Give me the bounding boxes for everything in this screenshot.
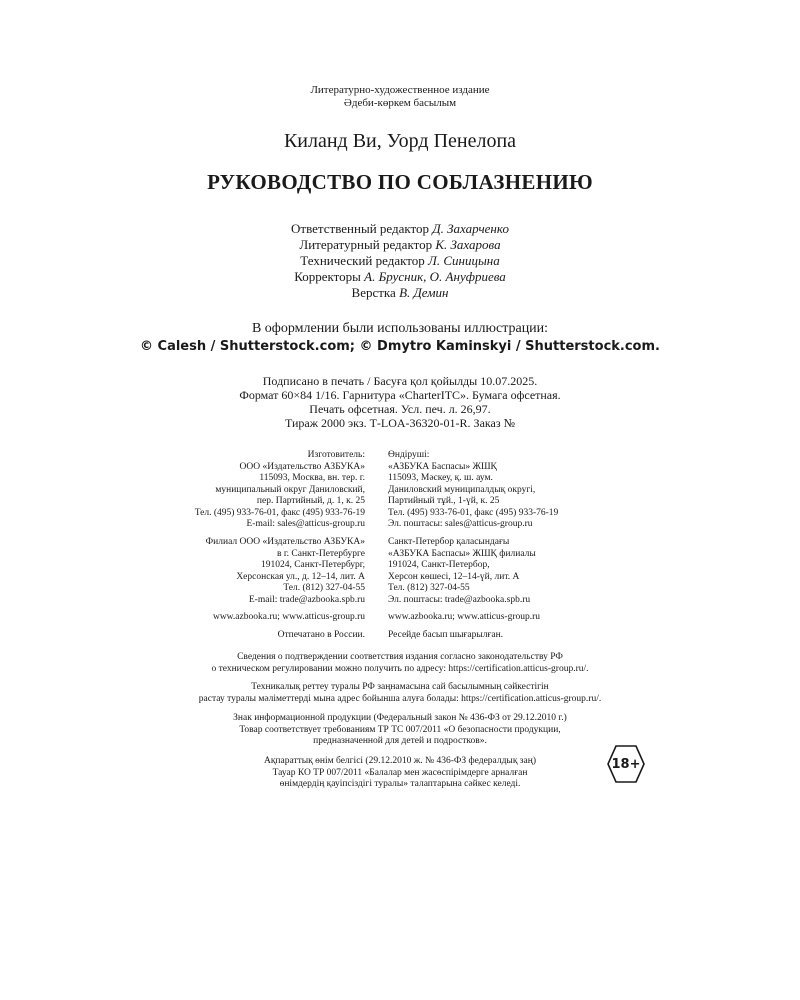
web-left: www.azbooka.ru; www.atticus-group.ru	[212, 612, 365, 622]
credit-line: Корректоры А. Брусник, О. Ануфриева	[294, 269, 506, 284]
note-line: Тауар КО ТР 007/2011 «Балалар мен жасөспірімдерге арналған	[272, 767, 528, 778]
branch-email: Эл. поштасы: trade@azbooka.spb.ru	[388, 594, 531, 605]
branch-line: Тел. (812) 327-04-55	[283, 583, 365, 593]
publisher-line: Өндіруші:	[388, 450, 430, 460]
publisher-line: Изготовитель:	[307, 450, 365, 460]
info-mark-kz	[0, 756, 800, 791]
publisher-line: пер. Партийный, д. 1, к. 25	[256, 496, 365, 506]
printed-left: Отпечатано в России.	[277, 630, 365, 640]
publisher-email: Эл. поштасы: sales@atticus-group.ru	[388, 519, 533, 529]
note-line: о техническом регулировании можно получить по адресу: https://certification.atticus-group.ru/.	[211, 663, 589, 674]
credits-block	[0, 221, 800, 301]
publisher-line: ООО «Издательство АЗБУКА»	[239, 461, 365, 472]
branch-line: «АЗБУКА Баспасы» ЖШҚ филиалы	[388, 548, 536, 559]
credit-line: Литературный редактор К. Захарова	[299, 237, 501, 252]
note-line: растау туралы мәліметтерді мына адрес бойынша алуға болады: https://certification.atticus-group.ru/.	[198, 693, 602, 704]
note-line: Знак информационной продукции (Федеральный закон № 436-ФЗ от 29.12.2010 г.)	[233, 713, 567, 723]
illustrations-heading: В оформлении были использованы иллюстрации:	[251, 321, 549, 336]
info-mark-ru	[0, 713, 800, 748]
branch-line: в г. Санкт-Петербурге	[276, 548, 365, 559]
publisher-line: Тел. (495) 933-76-01, факс (495) 933-76-19	[194, 507, 365, 518]
branch-line: Тел. (812) 327-04-55	[388, 583, 470, 593]
branch-email: E-mail: trade@azbooka.spb.ru	[248, 594, 365, 605]
print-info	[0, 374, 800, 430]
certification-kz	[0, 682, 800, 705]
book-author: Киланд Ви, Уорд Пенелопа	[283, 130, 517, 152]
publisher-email: E-mail: sales@atticus-group.ru	[246, 519, 365, 529]
publisher-line: Тел. (495) 933-76-01, факс (495) 933-76-19	[388, 507, 559, 518]
edition-type-ru: Литературно-художественное издание	[310, 84, 490, 96]
credit-line: Верстка В. Демин	[351, 285, 449, 300]
branch-line: Херсон көшесі, 12–14-үй, лит. А	[388, 571, 520, 582]
publisher-line: Партийный тұй., 1-үй, к. 25	[388, 496, 500, 506]
branch-left	[206, 537, 365, 606]
publisher-right	[388, 450, 558, 531]
publisher-line: Даниловский муниципалдық округі,	[388, 484, 536, 495]
note-line: Техникалық реттеу туралы РФ заңнамасына сай басылымның сәйкестігін	[251, 682, 549, 692]
credit-line: Технический редактор Л. Синицына	[300, 253, 500, 268]
publisher-left	[195, 450, 365, 531]
certification-ru	[0, 652, 800, 675]
note-line: предназначенной для детей и подростков».	[313, 736, 487, 746]
note-line: Сведения о подтверждении соответствия издания согласно законодательству РФ	[237, 652, 563, 662]
print-line: Формат 60×84 1/16. Гарнитура «CharterITC». Бумага офсетная.	[239, 388, 561, 402]
branch-right	[388, 537, 536, 606]
publisher-line: 115093, Москва, вн. тер. г.	[259, 473, 365, 483]
branch-line: Херсонская ул., д. 12–14, лит. А	[236, 571, 365, 582]
age-rating-label: 18+	[611, 756, 641, 772]
print-line: Тираж 2000 экз. Т-LOA-36320-01-R. Заказ №	[284, 416, 516, 430]
printed-right: Ресейде басып шығарылған.	[388, 630, 504, 640]
note-line: Товар соответствует требованиям ТР ТС 007/2011 «О безопасности продукции,	[239, 724, 561, 735]
edition-type-kz: Әдеби-көркем басылым	[343, 97, 457, 109]
credit-line: Ответственный редактор Д. Захарченко	[291, 221, 509, 236]
note-line: Ақпараттық өнім белгісі (29.12.2010 ж. № 436-ФЗ федералдық заң)	[263, 756, 537, 766]
branch-line: 191024, Санкт-Петербор,	[388, 560, 490, 570]
web-right: www.azbooka.ru; www.atticus-group.ru	[388, 612, 541, 622]
publisher-line: «АЗБУКА Баспасы» ЖШҚ	[388, 461, 497, 472]
branch-line: Санкт-Петербор қаласындағы	[388, 537, 510, 547]
note-line: өнімдердің қауіпсіздігі туралы» талаптарына сәйкес келеді.	[279, 779, 521, 789]
branch-line: 191024, Санкт-Петербург,	[260, 560, 365, 570]
print-line: Подписано в печать / Басуға қол қойылды 10.07.2025.	[262, 374, 538, 388]
publisher-line: муниципальный округ Даниловский,	[215, 484, 365, 495]
illustrations-credits: © Calesh / Shutterstock.com; © Dmytro Kaminskyi / Shutterstock.com.	[140, 339, 660, 354]
book-title: РУКОВОДСТВО ПО СОБЛАЗНЕНИЮ	[207, 170, 593, 194]
branch-line: Филиал ООО «Издательство АЗБУКА»	[205, 537, 365, 547]
publisher-line: 115093, Мәскеу, қ. ш. аум.	[388, 473, 493, 483]
print-line: Печать офсетная. Усл. печ. л. 26,97.	[309, 402, 491, 416]
